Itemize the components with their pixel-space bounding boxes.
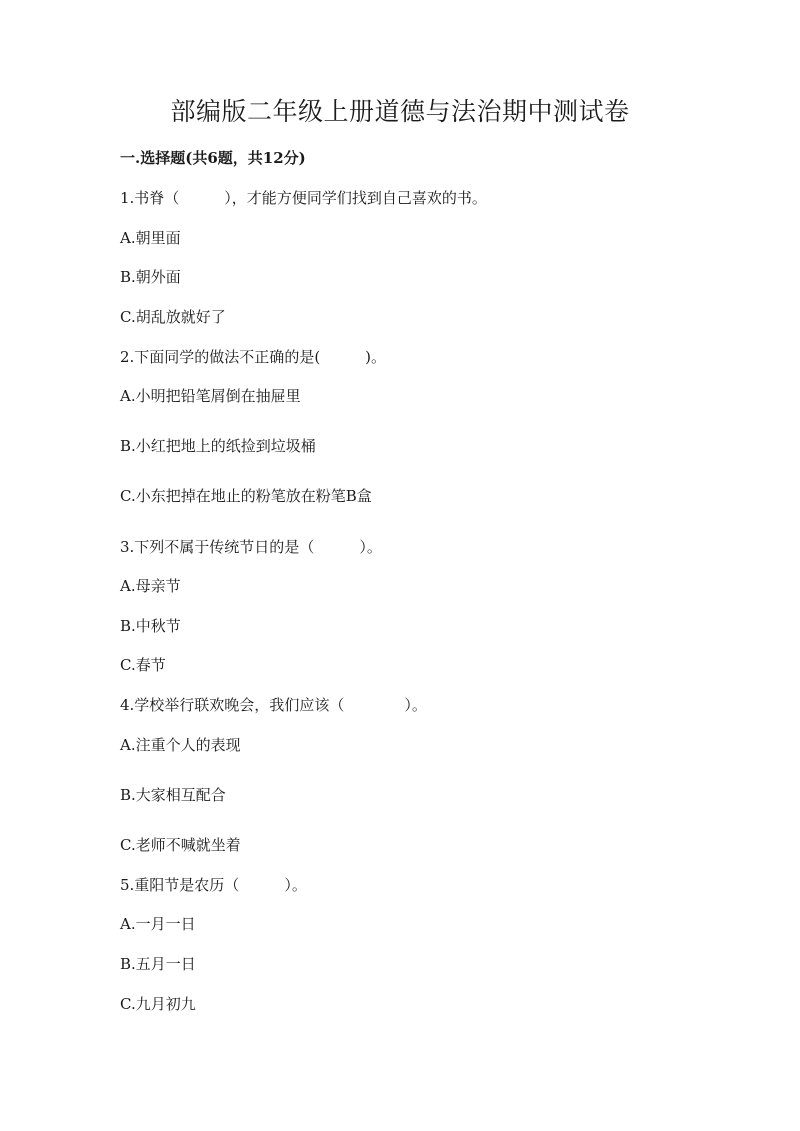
question-4-option-c: C.老师不喊就坐着 bbox=[120, 836, 241, 854]
question-3-option-b: B.中秋节 bbox=[120, 617, 181, 635]
question-4-option-a: A.注重个人的表现 bbox=[120, 736, 241, 754]
question-4-stem: 4.学校举行联欢晚会，我们应该（ ）。 bbox=[120, 696, 427, 714]
question-2-option-c: C.小东把掉在地止的粉笔放在粉笔B盒 bbox=[120, 487, 372, 505]
question-1-option-a: A.朝里面 bbox=[120, 229, 181, 247]
question-1-stem: 1.书脊（ ），才能方便同学们找到自己喜欢的书。 bbox=[120, 189, 487, 207]
section-heading: 一.选择题(共6题，共12分) bbox=[120, 149, 306, 167]
question-5-option-a: A.一月一日 bbox=[120, 915, 196, 933]
question-3-option-c: C.春节 bbox=[120, 656, 166, 674]
question-2-option-b: B.小红把地上的纸捡到垃圾桶 bbox=[120, 437, 316, 455]
question-2-stem: 2.下面同学的做法不正确的是( )。 bbox=[120, 348, 387, 366]
question-3-option-a: A.母亲节 bbox=[120, 577, 181, 595]
question-3-stem: 3.下列不属于传统节日的是（ ）。 bbox=[120, 538, 382, 556]
question-5-stem: 5.重阳节是农历（ ）。 bbox=[120, 876, 307, 894]
question-1-option-c: C.胡乱放就好了 bbox=[120, 308, 226, 326]
question-4-option-b: B.大家相互配合 bbox=[120, 786, 226, 804]
question-2-option-a: A.小明把铅笔屑倒在抽屉里 bbox=[120, 387, 301, 405]
question-5-option-c: C.九月初九 bbox=[120, 995, 196, 1013]
question-1-option-b: B.朝外面 bbox=[120, 268, 181, 286]
question-5-option-b: B.五月一日 bbox=[120, 955, 196, 973]
page-title: 部编版二年级上册道德与法治期中测试卷 bbox=[170, 97, 630, 126]
